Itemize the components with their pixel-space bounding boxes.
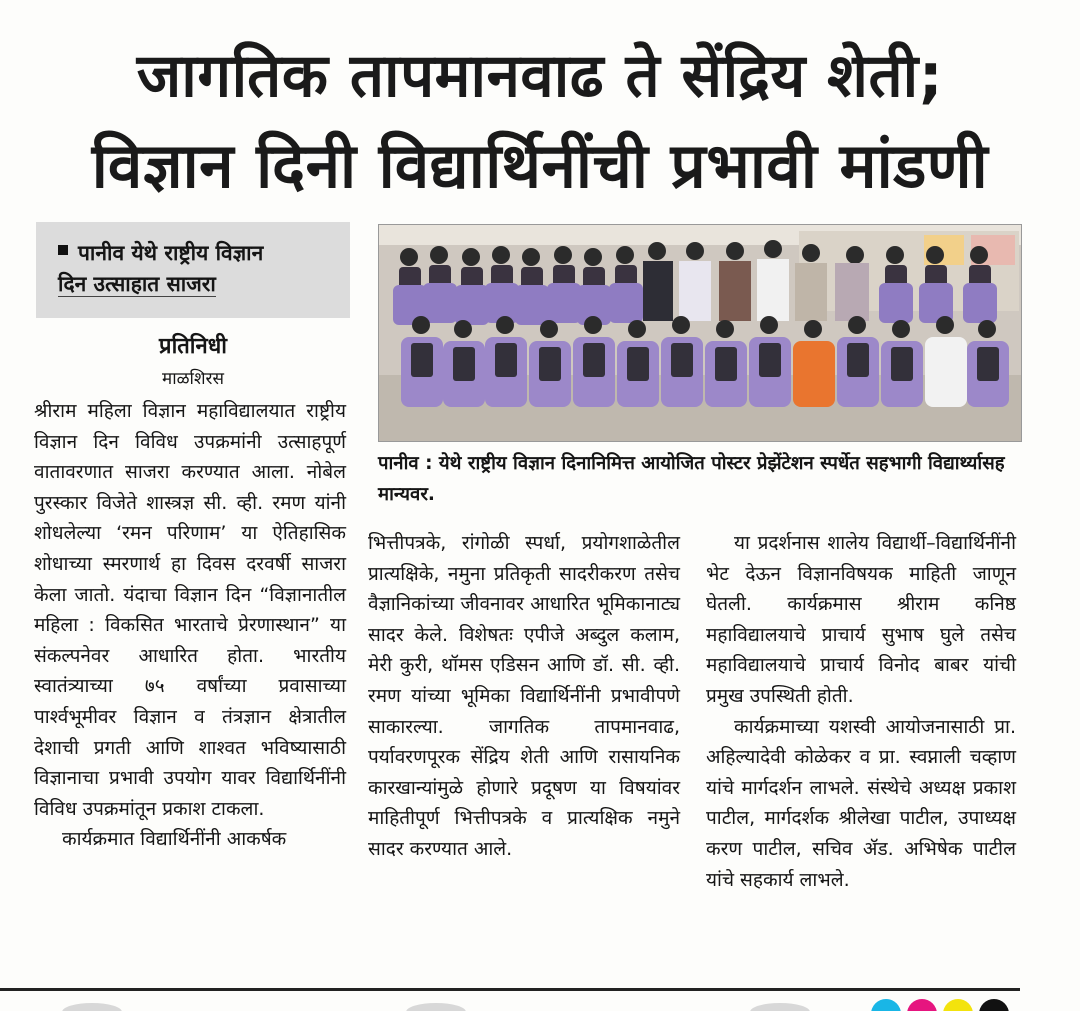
- headline-line-2: विज्ञान दिनी विद्यार्थिनींची प्रभावी मांडणी: [91, 129, 989, 202]
- byline-author: प्रतिनिधी: [159, 334, 227, 359]
- subheadline-line-2: दिन उत्साहात साजरा: [58, 272, 216, 296]
- subheadline-line-1: पानीव येथे राष्ट्रीय विज्ञान: [78, 241, 264, 265]
- bullet-square-icon: [58, 245, 68, 255]
- article-column-3: [706, 528, 1016, 895]
- article-paragraph-2-cont: भित्तीपत्रके, रांगोळी स्पर्धा, प्रयोगशाळेतील प्रात्यक्षिके, नमुना प्रतिकृती सादरीकरण तसेच वैज्ञानिकांच्या जीवनावर आधारित भूमिकानाट्य सादर केले. विशेषतः एपीजे अब्दुल कलाम, मेरी कुरी, थॉमस एडिसन आणि डॉ. सी. व्ही. रमण यांच्या भूमिका विद्यार्थिनींनी प्रभावीपणे साकारल्या. जागतिक तापमानवाढ, पर्यावरणपूरक सेंद्रिय शेती आणि रासायनिक कारखान्यांमुळे होणारे प्रदूषण या विषयांवर माहितीपूर्ण भित्तीपत्रके व प्रात्यक्षिक नमुने सादर करण्यात आले.: [368, 532, 680, 860]
- headline-line-1: जागतिक तापमानवाढ ते सेंद्रिय शेती;: [136, 41, 944, 111]
- page-bottom-rule: [0, 988, 1020, 991]
- article-paragraph-2-start: कार्यक्रमात विद्यार्थिनींनी आकर्षक: [62, 828, 287, 851]
- byline-location: माळशिरस: [162, 369, 224, 389]
- article-column-2: [368, 528, 680, 865]
- news-photo: [378, 224, 1022, 442]
- article-paragraph-1: श्रीराम महिला विज्ञान महाविद्यालयात राष्ट्रीय विज्ञान दिन विविध उपक्रमांनी उत्साहपूर्ण वातावरणात साजरा करण्यात आला. नोबेल पुरस्कार विजेते शास्त्रज्ञ सी. व्ही. रमण यांनी शोधलेल्या ‘रमन परिणाम’ या ऐतिहासिक शोधाच्या स्मरणार्थ हा दिवस दरवर्षी साजरा केला जातो. यंदाचा विज्ञान दिन “विज्ञानातील महिला : विकसित भारताचे प्रेरणास्थान” या संकल्पनेवर आधारित होता. भारतीय स्वातंत्र्याच्या ७५ वर्षांच्या प्रवासाच्या पार्श्वभूमीवर विज्ञान व तंत्रज्ञान क्षेत्रातील देशाची प्रगती आणि शाश्वत भविष्यासाठी विज्ञानाचा प्रभावी उपयोग यावर विद्यार्थिनींनी विविध उपक्रमांतून प्रकाश टाकला.: [34, 400, 346, 820]
- print-registration-marks: [0, 996, 1080, 1011]
- article-column-1: [34, 396, 346, 855]
- article-paragraph-3: या प्रदर्शनास शालेय विद्यार्थी–विद्यार्थिनींनी भेट देऊन विज्ञानविषयक माहिती जाणून घेतली. कार्यक्रमास श्रीराम कनिष्ठ महाविद्यालयाचे प्राचार्य सुभाष घुले तसेच महाविद्यालयाचे प्राचार्य विनोद बाबर यांची प्रमुख उपस्थिती होती.: [706, 532, 1016, 707]
- article-paragraph-4: कार्यक्रमाच्या यशस्वी आयोजनासाठी प्रा. अहिल्यादेवी कोळेकर व प्रा. स्वप्नाली चव्हाण यांचे मार्गदर्शन लाभले. संस्थेचे अध्यक्ष प्रकाश पाटील, मार्गदर्शक श्रीलेखा पाटील, उपाध्यक्ष करण पाटील, सचिव ॲड. अभिषेक पाटील यांचे सहकार्य लाभले.: [706, 715, 1016, 891]
- group-photo-illustration: [379, 225, 1021, 441]
- subheadline-box: [36, 222, 350, 318]
- photo-caption: पानीव : येथे राष्ट्रीय विज्ञान दिनानिमित्त आयोजित पोस्टर प्रेझेंटेशन स्पर्धेत सहभागी विद्यार्थ्यासह मान्यवर.: [378, 453, 1005, 505]
